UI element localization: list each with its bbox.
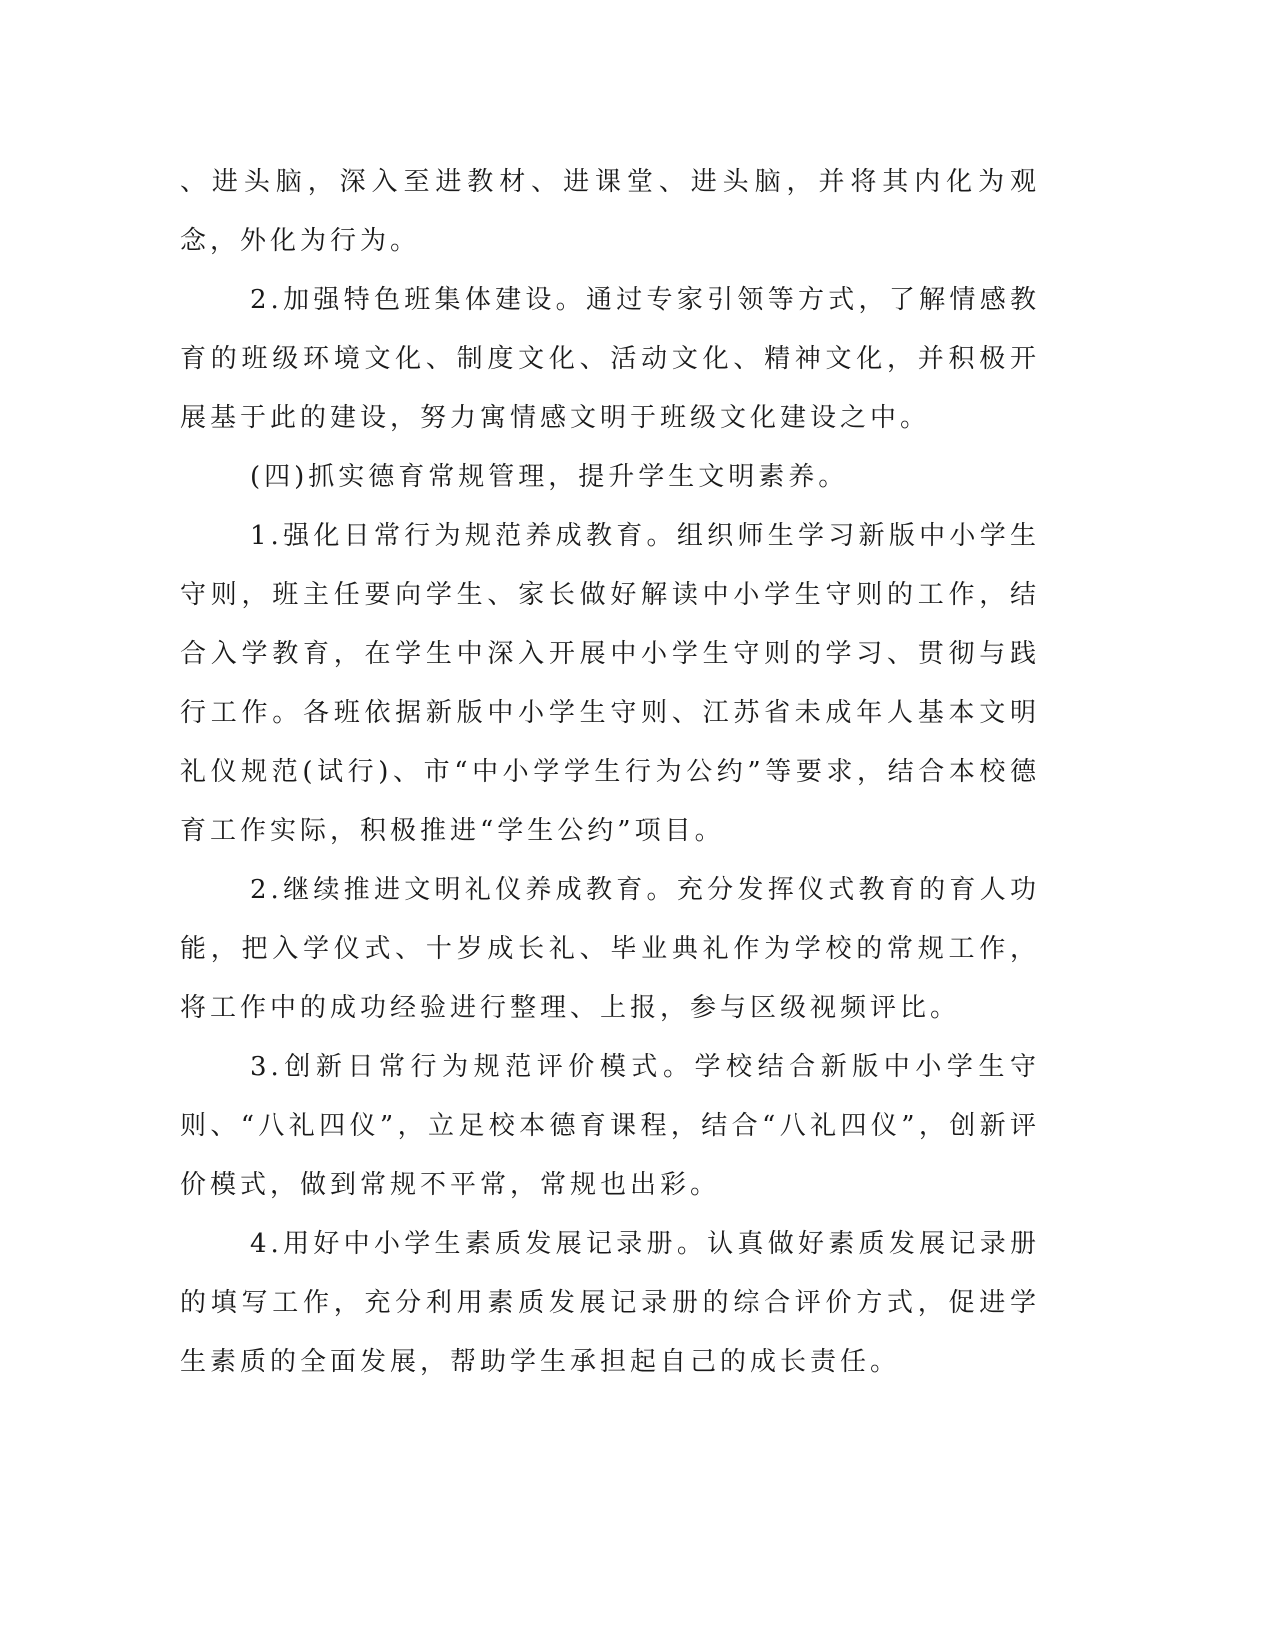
paragraph-5: 3.创新日常行为规范评价模式。学校结合新版中小学生守则、“八礼四仪”，立足校本德育课程，结合“八礼四仪”，创新评价模式，做到常规不平常，常规也出彩。 — [180, 1052, 1040, 1200]
paragraph-2: 2.加强特色班集体建设。通过专家引领等方式，了解情感教育的班级环境文化、制度文化、活动文化、精神文化，并积极开展基于此的建设，努力寓情感文明于班级文化建设之中。 — [180, 285, 1040, 433]
paragraph-3: 1.强化日常行为规范养成教育。组织师生学习新版中小学生守则，班主任要向学生、家长做好解读中小学生守则的工作，结合入学教育，在学生中深入开展中小学生守则的学习、贯彻与践行工作。各班依据新版中小学生守则、江苏省未成年人基本文明礼仪规范(试行)、市“中小学学生行为公约”等要求，结合本校德育工作实际，积极推进“学生公约”项目。 — [180, 521, 1040, 846]
paragraph-6: 4.用好中小学生素质发展记录册。认真做好素质发展记录册的填写工作，充分利用素质发展记录册的综合评价方式，促进学生素质的全面发展，帮助学生承担起自己的成长责任。 — [180, 1229, 1040, 1377]
section-heading: (四)抓实德育常规管理，提升学生文明素养。 — [250, 462, 849, 492]
document-body — [180, 153, 1040, 1392]
paragraph-4: 2.继续推进文明礼仪养成教育。充分发挥仪式教育的育人功能，把入学仪式、十岁成长礼、毕业典礼作为学校的常规工作，将工作中的成功经验进行整理、上报，参与区级视频评比。 — [180, 875, 1040, 1023]
paragraph-1: 、进头脑，深入至进教材、进课堂、进头脑，并将其内化为观念，外化为行为。 — [180, 167, 1040, 256]
